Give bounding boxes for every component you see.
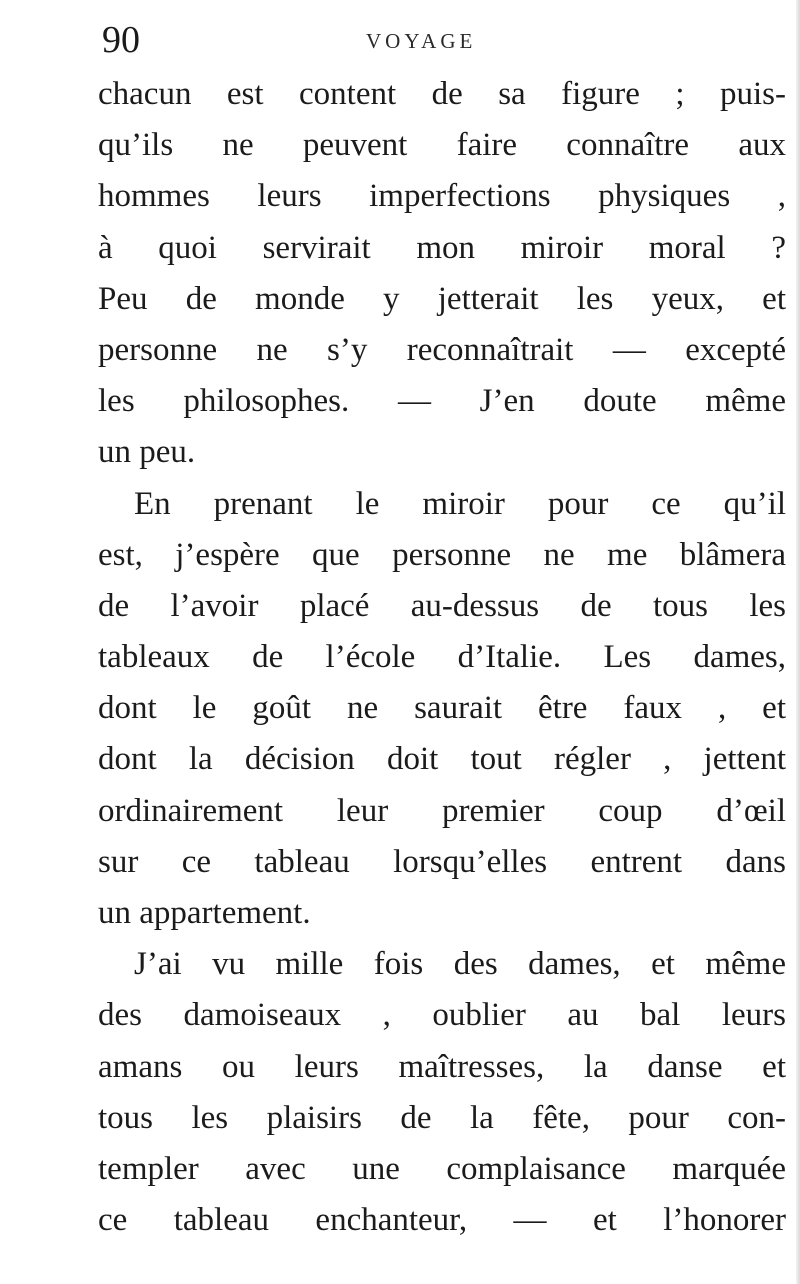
running-head <box>94 18 754 62</box>
running-title: VOYAGE <box>366 29 477 53</box>
text-line: Peu de monde y jetterait les yeux, et <box>98 280 786 317</box>
paragraph-start-line: J’ai vu mille fois des dames, et même <box>134 946 786 983</box>
page-edge <box>796 0 800 1284</box>
text-line: dont le goût ne saurait être faux , et <box>98 690 786 727</box>
page-number: 90 <box>102 19 140 61</box>
text-line: les philosophes. — J’en doute même <box>98 383 786 420</box>
text-line: tableaux de l’école d’Italie. Les dames, <box>98 639 786 676</box>
text-line: chacun est content de sa figure ; puis- <box>98 76 786 112</box>
text-line: ordinairement leur premier coup d’œil <box>98 792 786 829</box>
text-line: templer avec une complaisance marquée <box>98 1150 786 1187</box>
text-line: de l’avoir placé au-dessus de tous les <box>98 587 786 624</box>
text-line: à quoi servirait mon miroir moral ? <box>98 229 786 266</box>
text-line: personne ne s’y reconnaîtrait — excepté <box>98 331 786 368</box>
text-line: hommes leurs imperfections physiques , <box>98 178 786 215</box>
text-line: sur ce tableau lorsqu’elles entrent dans <box>98 843 786 880</box>
text-line: est, j’espère que personne ne me blâmera <box>98 536 786 573</box>
text-line: un appartement. <box>98 895 311 931</box>
paragraph-start-line: En prenant le miroir pour ce qu’il <box>134 485 786 522</box>
text-line: amans ou leurs maîtresses, la danse et <box>98 1048 786 1085</box>
text-line: dont la décision doit tout régler , jettent <box>98 741 786 778</box>
text-line: tous les plaisirs de la fête, pour con- <box>98 1099 786 1136</box>
text-line: un peu. <box>98 434 196 471</box>
text-line: des damoiseaux , oublier au bal leurs <box>98 997 786 1034</box>
text-line: ce tableau enchanteur, — et l’honorer <box>98 1202 786 1239</box>
text-block <box>98 69 786 1246</box>
text-line: qu’ils ne peuvent faire connaître aux <box>98 127 786 164</box>
